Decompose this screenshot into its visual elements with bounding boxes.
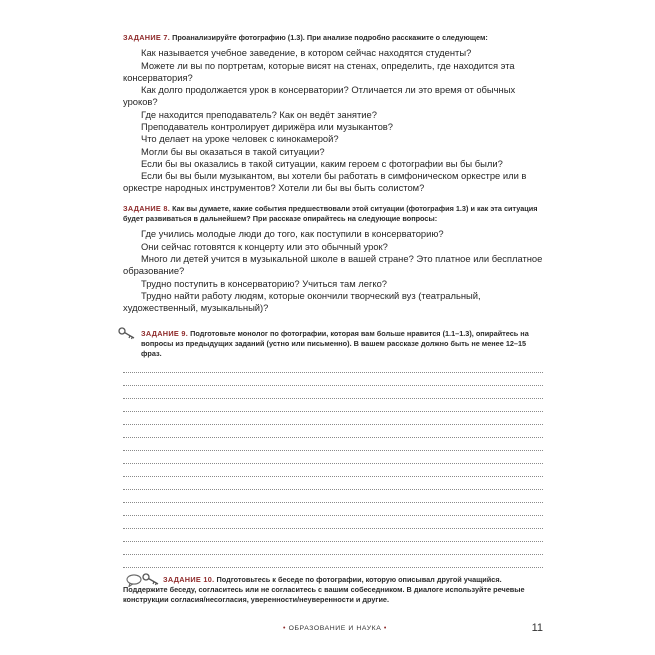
task-7-label: ЗАДАНИЕ 7. bbox=[123, 33, 171, 42]
answer-line[interactable] bbox=[123, 438, 543, 451]
answer-line[interactable] bbox=[123, 360, 543, 373]
task-8-heading bbox=[123, 204, 543, 224]
task-8-instruction: Как вы думаете, какие события предшествовали этой ситуации (фотография 1.3) и как эта ситуация будет развиваться в дальнейшем? При рассказе опирайтесь на следующие вопросы: bbox=[123, 204, 538, 224]
task-8-question-2: Они сейчас готовятся к концерту или это обычный урок? bbox=[141, 240, 388, 252]
page-number: 11 bbox=[531, 622, 543, 634]
task-8-question-3: Много ли детей учится в музыкальной школе в вашей стране? Это платное или бесплатное образование? bbox=[123, 253, 543, 277]
task-9-heading bbox=[141, 329, 543, 360]
footer-bullet-right: • bbox=[383, 625, 387, 632]
answer-line[interactable] bbox=[123, 373, 543, 386]
task-8-question-4: Трудно поступить в консерваторию? Учиться там легко? bbox=[141, 277, 388, 289]
footer-section-title: ОБРАЗОВАНИЕ И НАУКА bbox=[288, 625, 382, 632]
answer-line[interactable] bbox=[123, 425, 543, 438]
answer-line[interactable] bbox=[123, 412, 543, 425]
task-9-instruction: Подготовьте монолог по фотографии, которая вам больше нравится (1.1–1.3), опирайтесь на вопросы из предыдущих заданий (устно или письменно). В вашем рассказе должно быть не менее 12–15 фраз. bbox=[141, 329, 529, 359]
task-8 bbox=[123, 204, 543, 314]
section-title bbox=[283, 625, 387, 632]
answer-line[interactable] bbox=[123, 399, 543, 412]
answer-line[interactable] bbox=[123, 542, 543, 555]
task-8-question-1: Где учились молодые люди до того, как поступили в консерваторию? bbox=[141, 228, 444, 240]
task-7-question-3: Как долго продолжается урок в консерватории? Отличается ли это время от обычных уроков? bbox=[123, 84, 516, 108]
page-footer bbox=[123, 623, 543, 635]
task-10 bbox=[123, 575, 543, 606]
task-8-question-5: Трудно найти работу людям, которые окончили творческий вуз (театральный, художественный, музыкальный)? bbox=[123, 289, 481, 314]
answer-line[interactable] bbox=[123, 386, 543, 399]
answer-lines[interactable] bbox=[123, 360, 543, 568]
task-7-question-7: Могли бы вы оказаться в такой ситуации? bbox=[141, 145, 325, 157]
task-7-question-5: Преподаватель контролирует дирижёра или музыкантов? bbox=[141, 120, 393, 132]
task-10-instruction: Подготовьтесь к беседе по фотографии, которую описывал другой учащийся. Поддержите беседу, согласитесь или не согласитесь с вашим собеседником. В диалоге используйте речевые конструкции согласия/несогласия, уверенности/неуверенности и другие. bbox=[123, 575, 525, 605]
answer-line[interactable] bbox=[123, 516, 543, 529]
task-7-heading bbox=[123, 33, 543, 43]
task-7-question-4: Где находится преподаватель? Как он ведёт занятие? bbox=[141, 108, 377, 120]
answer-line[interactable] bbox=[123, 555, 543, 568]
task-10-label: ЗАДАНИЕ 10. bbox=[163, 575, 215, 584]
task-10-heading bbox=[123, 575, 543, 606]
footer-bullet-left: • bbox=[283, 625, 287, 632]
task-7-question-9: Если бы вы были музыкантом, вы хотели бы работать в симфоническом оркестре или в оркестре народных инструментов? Хотели ли бы вы быть солистом? bbox=[123, 170, 527, 194]
key-icon bbox=[118, 326, 138, 345]
answer-line[interactable] bbox=[123, 529, 543, 542]
answer-line[interactable] bbox=[123, 464, 543, 477]
task-7-question-2: Можете ли вы по портретам, которые висят на стенах, определить, где находится эта консерватория? bbox=[123, 59, 515, 83]
answer-line[interactable] bbox=[123, 451, 543, 464]
task-7 bbox=[123, 33, 543, 195]
task-7-question-8: Если бы вы оказались в такой ситуации, каким героем с фотографии вы бы были? bbox=[141, 157, 503, 169]
task-7-question-6: Что делает на уроке человек с кинокамерой? bbox=[141, 133, 339, 145]
task-9 bbox=[141, 329, 543, 360]
task-7-question-1: Как называется учебное заведение, в котором сейчас находятся студенты? bbox=[141, 47, 472, 59]
task-7-instruction: Проанализируйте фотографию (1.3). При анализе подробно расскажите о следующем: bbox=[170, 33, 488, 42]
answer-line[interactable] bbox=[123, 503, 543, 516]
task-9-label: ЗАДАНИЕ 9. bbox=[141, 329, 189, 338]
task-8-label: ЗАДАНИЕ 8. bbox=[123, 204, 171, 213]
answer-line[interactable] bbox=[123, 477, 543, 490]
answer-line[interactable] bbox=[123, 490, 543, 503]
